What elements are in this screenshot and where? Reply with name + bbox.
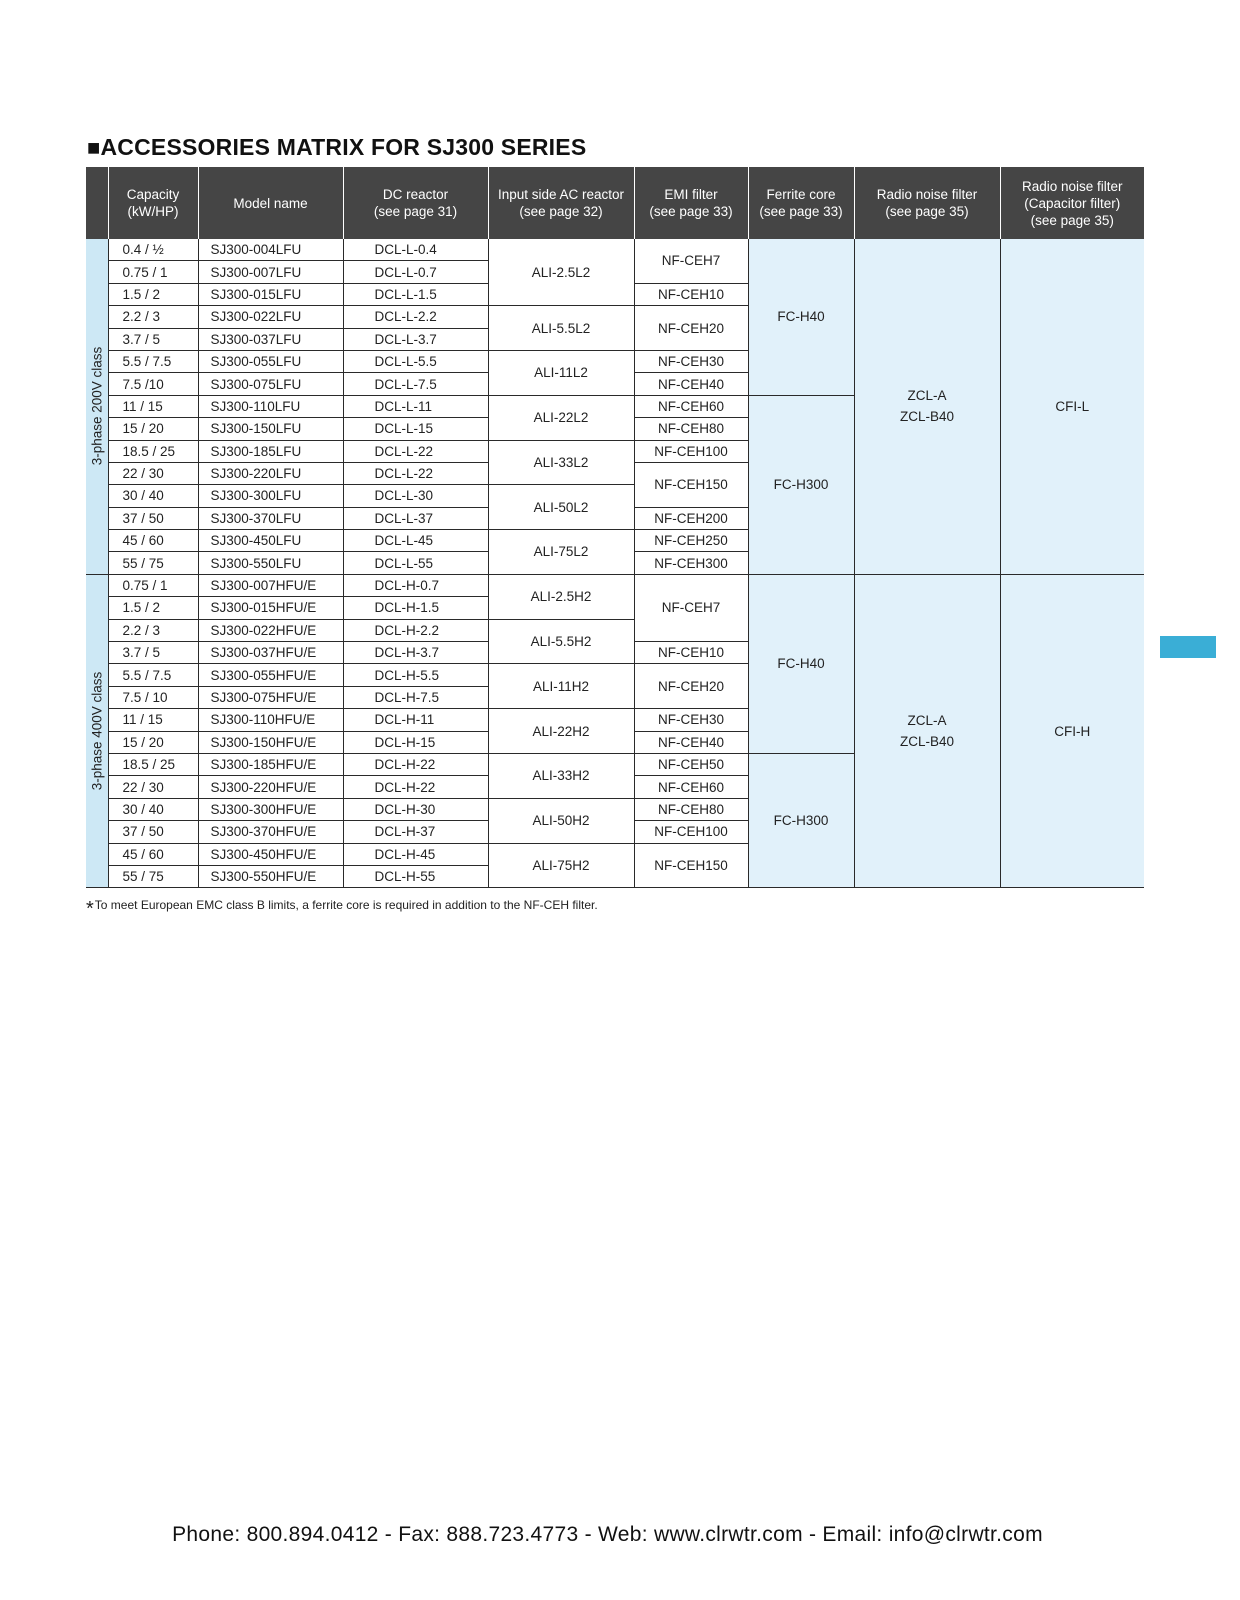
ac-reactor-cell: ALI-5.5H2 — [488, 619, 634, 664]
dc-reactor-cell: DCL-H-1.5 — [343, 597, 488, 619]
capacity-cell: 7.5 /10 — [108, 373, 198, 395]
emi-filter-cell: NF-CEH80 — [634, 798, 748, 820]
capacity-cell: 45 / 60 — [108, 530, 198, 552]
model-name-cell: SJ300-110HFU/E — [198, 709, 343, 731]
table-body — [86, 239, 1144, 888]
capacity-cell: 30 / 40 — [108, 485, 198, 507]
ac-reactor-cell: ALI-50L2 — [488, 485, 634, 530]
page-title — [87, 134, 586, 161]
dc-reactor-cell: DCL-L-2.2 — [343, 306, 488, 328]
voltage-class-label — [86, 574, 108, 887]
ac-reactor-cell: ALI-22H2 — [488, 709, 634, 754]
dc-reactor-cell: DCL-H-7.5 — [343, 686, 488, 708]
capacity-cell: 1.5 / 2 — [108, 597, 198, 619]
model-name-cell: SJ300-037HFU/E — [198, 642, 343, 664]
emi-filter-cell: NF-CEH60 — [634, 776, 748, 798]
header-group — [86, 167, 108, 239]
ac-reactor-cell: ALI-50H2 — [488, 798, 634, 843]
ferrite-core-cell: FC-H300 — [748, 753, 854, 887]
emi-filter-cell: NF-CEH30 — [634, 350, 748, 372]
model-name-cell: SJ300-185LFU — [198, 440, 343, 462]
model-name-cell: SJ300-150HFU/E — [198, 731, 343, 753]
model-name-cell: SJ300-450HFU/E — [198, 843, 343, 865]
dc-reactor-cell: DCL-H-45 — [343, 843, 488, 865]
capacity-cell: 15 / 20 — [108, 731, 198, 753]
dc-reactor-cell: DCL-H-0.7 — [343, 574, 488, 596]
capacity-cell: 0.4 / ½ — [108, 239, 198, 261]
capacitor-filter-cell: CFI-H — [1000, 574, 1144, 887]
table-row — [86, 574, 1144, 596]
model-name-cell: SJ300-055HFU/E — [198, 664, 343, 686]
model-name-cell: SJ300-015LFU — [198, 283, 343, 305]
ferrite-core-cell: FC-H40 — [748, 239, 854, 395]
dc-reactor-cell: DCL-L-0.4 — [343, 239, 488, 261]
emi-filter-cell: NF-CEH100 — [634, 440, 748, 462]
model-name-cell: SJ300-037LFU — [198, 328, 343, 350]
dc-reactor-cell: DCL-L-15 — [343, 418, 488, 440]
dc-reactor-cell: DCL-L-55 — [343, 552, 488, 574]
model-name-cell: SJ300-150LFU — [198, 418, 343, 440]
capacity-cell: 37 / 50 — [108, 821, 198, 843]
emi-filter-cell: NF-CEH80 — [634, 418, 748, 440]
capacity-cell: 37 / 50 — [108, 507, 198, 529]
capacity-cell: 18.5 / 25 — [108, 753, 198, 775]
accessories-table — [86, 167, 1144, 888]
model-name-cell: SJ300-007HFU/E — [198, 574, 343, 596]
capacity-cell: 3.7 / 5 — [108, 642, 198, 664]
dc-reactor-cell: DCL-H-15 — [343, 731, 488, 753]
model-name-cell: SJ300-550LFU — [198, 552, 343, 574]
ferrite-core-cell: FC-H40 — [748, 574, 854, 753]
model-name-cell: SJ300-075LFU — [198, 373, 343, 395]
capacity-cell: 1.5 / 2 — [108, 283, 198, 305]
ac-reactor-cell: ALI-2.5L2 — [488, 239, 634, 306]
emi-filter-cell: NF-CEH60 — [634, 395, 748, 417]
emi-filter-cell: NF-CEH40 — [634, 373, 748, 395]
dc-reactor-cell: DCL-L-11 — [343, 395, 488, 417]
dc-reactor-cell: DCL-H-3.7 — [343, 642, 488, 664]
capacity-cell: 22 / 30 — [108, 776, 198, 798]
ac-reactor-cell: ALI-33H2 — [488, 753, 634, 798]
model-name-cell: SJ300-370HFU/E — [198, 821, 343, 843]
dc-reactor-cell: DCL-H-55 — [343, 865, 488, 887]
dc-reactor-cell: DCL-L-7.5 — [343, 373, 488, 395]
capacity-cell: 55 / 75 — [108, 552, 198, 574]
capacity-cell: 15 / 20 — [108, 418, 198, 440]
capacity-cell: 5.5 / 7.5 — [108, 350, 198, 372]
dc-reactor-cell: DCL-H-5.5 — [343, 664, 488, 686]
dc-reactor-cell: DCL-H-30 — [343, 798, 488, 820]
capacity-cell: 2.2 / 3 — [108, 306, 198, 328]
emi-filter-cell: NF-CEH7 — [634, 574, 748, 641]
voltage-class-text: 3-phase 400V class — [89, 671, 105, 791]
model-name-cell: SJ300-007LFU — [198, 261, 343, 283]
ac-reactor-cell: ALI-33L2 — [488, 440, 634, 485]
dc-reactor-cell: DCL-L-30 — [343, 485, 488, 507]
dc-reactor-cell: DCL-L-1.5 — [343, 283, 488, 305]
capacity-cell: 0.75 / 1 — [108, 574, 198, 596]
dc-reactor-cell: DCL-H-11 — [343, 709, 488, 731]
dc-reactor-cell: DCL-L-3.7 — [343, 328, 488, 350]
dc-reactor-cell: DCL-L-37 — [343, 507, 488, 529]
dc-reactor-cell: DCL-H-2.2 — [343, 619, 488, 641]
model-name-cell: SJ300-220LFU — [198, 462, 343, 484]
emi-filter-cell: NF-CEH20 — [634, 306, 748, 351]
ac-reactor-cell: ALI-75H2 — [488, 843, 634, 888]
dc-reactor-cell: DCL-L-22 — [343, 462, 488, 484]
dc-reactor-cell: DCL-H-22 — [343, 776, 488, 798]
header-capacitor-filter: Radio noise filter (Capacitor filter) (see page 35) — [1000, 167, 1144, 239]
section-tab-marker — [1160, 636, 1216, 658]
emi-filter-cell: NF-CEH250 — [634, 530, 748, 552]
header-model: Model name — [198, 167, 343, 239]
contact-footer: Phone: 800.894.0412 - Fax: 888.723.4773 - Web: www.clrwtr.com - Email: info@clrwtr.com — [172, 1523, 1043, 1546]
model-name-cell: SJ300-300HFU/E — [198, 798, 343, 820]
model-name-cell: SJ300-185HFU/E — [198, 753, 343, 775]
dc-reactor-cell: DCL-H-22 — [343, 753, 488, 775]
dc-reactor-cell: DCL-L-0.7 — [343, 261, 488, 283]
ac-reactor-cell: ALI-5.5L2 — [488, 306, 634, 351]
footnote-text: To meet European EMC class B limits, a ferrite core is required in addition to the NF-CEH filter. — [94, 898, 598, 912]
capacity-cell: 45 / 60 — [108, 843, 198, 865]
emi-filter-cell: NF-CEH10 — [634, 642, 748, 664]
ac-reactor-cell: ALI-2.5H2 — [488, 574, 634, 619]
dc-reactor-cell: DCL-L-22 — [343, 440, 488, 462]
emi-filter-cell: NF-CEH7 — [634, 239, 748, 283]
model-name-cell: SJ300-450LFU — [198, 530, 343, 552]
capacity-cell: 2.2 / 3 — [108, 619, 198, 641]
header-capacity: Capacity (kW/HP) — [108, 167, 198, 239]
dc-reactor-cell: DCL-L-45 — [343, 530, 488, 552]
header-ferrite-core: Ferrite core (see page 33) — [748, 167, 854, 239]
model-name-cell: SJ300-022HFU/E — [198, 619, 343, 641]
radio-noise-filter-cell: ZCL-A ZCL-B40 — [854, 574, 1000, 887]
model-name-cell: SJ300-004LFU — [198, 239, 343, 261]
emi-filter-cell: NF-CEH300 — [634, 552, 748, 574]
header-ac-reactor: Input side AC reactor (see page 32) — [488, 167, 634, 239]
voltage-class-label — [86, 239, 108, 574]
model-name-cell: SJ300-370LFU — [198, 507, 343, 529]
model-name-cell: SJ300-022LFU — [198, 306, 343, 328]
capacity-cell: 18.5 / 25 — [108, 440, 198, 462]
capacity-cell: 30 / 40 — [108, 798, 198, 820]
footnote — [86, 898, 598, 921]
ac-reactor-cell: ALI-11L2 — [488, 350, 634, 395]
radio-noise-filter-cell: ZCL-A ZCL-B40 — [854, 239, 1000, 574]
title-marker: ■ — [87, 135, 101, 160]
title-text: ACCESSORIES MATRIX FOR SJ300 SERIES — [100, 134, 587, 160]
emi-filter-cell: NF-CEH40 — [634, 731, 748, 753]
model-name-cell: SJ300-220HFU/E — [198, 776, 343, 798]
emi-filter-cell: NF-CEH20 — [634, 664, 748, 709]
capacity-cell: 11 / 15 — [108, 395, 198, 417]
emi-filter-cell: NF-CEH100 — [634, 821, 748, 843]
emi-filter-cell: NF-CEH30 — [634, 709, 748, 731]
emi-filter-cell: NF-CEH200 — [634, 507, 748, 529]
capacity-cell: 11 / 15 — [108, 709, 198, 731]
emi-filter-cell: NF-CEH50 — [634, 753, 748, 775]
header-emi-filter: EMI filter (see page 33) — [634, 167, 748, 239]
capacity-cell: 22 / 30 — [108, 462, 198, 484]
ferrite-core-cell: FC-H300 — [748, 395, 854, 574]
capacity-cell: 7.5 / 10 — [108, 686, 198, 708]
capacity-cell: 55 / 75 — [108, 865, 198, 887]
header-row — [86, 167, 1144, 239]
table-row — [86, 239, 1144, 261]
ac-reactor-cell: ALI-75L2 — [488, 530, 634, 575]
voltage-class-text: 3-phase 200V class — [89, 347, 105, 466]
capacity-cell: 5.5 / 7.5 — [108, 664, 198, 686]
emi-filter-cell: NF-CEH10 — [634, 283, 748, 305]
emi-filter-cell: NF-CEH150 — [634, 843, 748, 888]
model-name-cell: SJ300-550HFU/E — [198, 865, 343, 887]
capacity-cell: 0.75 / 1 — [108, 261, 198, 283]
ac-reactor-cell: ALI-22L2 — [488, 395, 634, 440]
dc-reactor-cell: DCL-L-5.5 — [343, 350, 488, 372]
capacitor-filter-cell: CFI-L — [1000, 239, 1144, 574]
dc-reactor-cell: DCL-H-37 — [343, 821, 488, 843]
capacity-cell: 3.7 / 5 — [108, 328, 198, 350]
header-dc-reactor: DC reactor (see page 31) — [343, 167, 488, 239]
model-name-cell: SJ300-075HFU/E — [198, 686, 343, 708]
model-name-cell: SJ300-015HFU/E — [198, 597, 343, 619]
footnote-marker: * — [86, 898, 94, 920]
model-name-cell: SJ300-110LFU — [198, 395, 343, 417]
emi-filter-cell: NF-CEH150 — [634, 462, 748, 507]
ac-reactor-cell: ALI-11H2 — [488, 664, 634, 709]
model-name-cell: SJ300-055LFU — [198, 350, 343, 372]
header-radio-noise-filter: Radio noise filter (see page 35) — [854, 167, 1000, 239]
model-name-cell: SJ300-300LFU — [198, 485, 343, 507]
